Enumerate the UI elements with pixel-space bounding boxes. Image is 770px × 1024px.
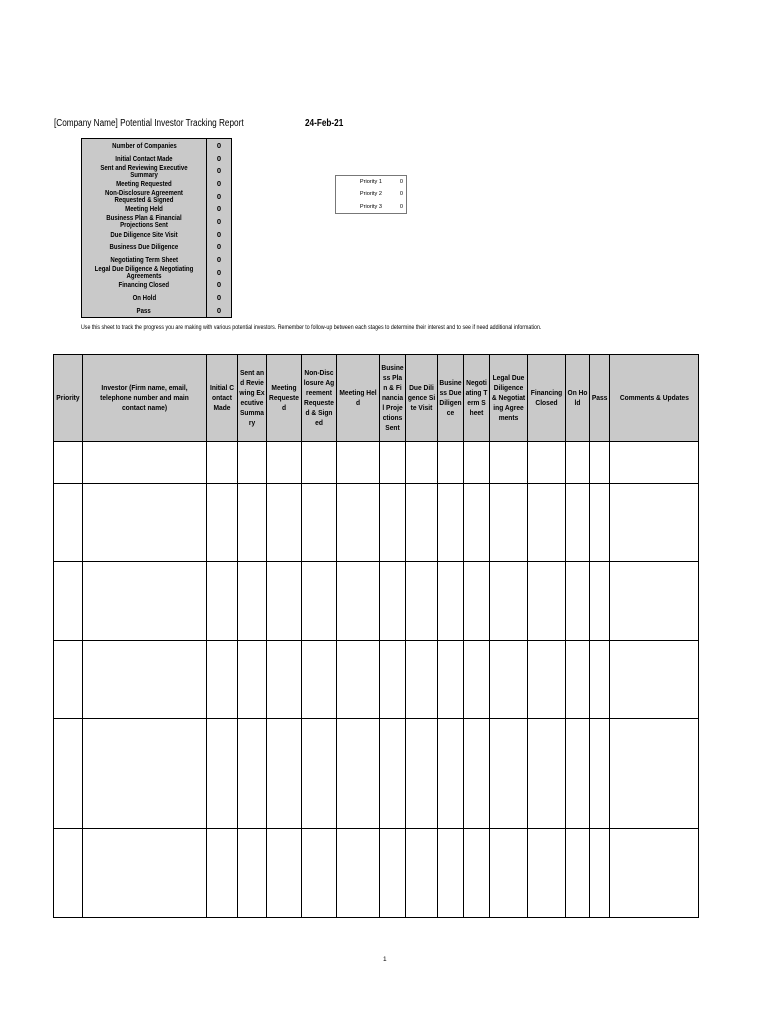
page-number: 1 [383, 956, 387, 963]
table-cell[interactable] [438, 641, 464, 719]
table-cell[interactable] [207, 484, 238, 562]
table-cell[interactable] [302, 641, 337, 719]
table-cell[interactable] [406, 641, 438, 719]
table-cell[interactable] [590, 442, 610, 484]
table-row [54, 562, 699, 641]
table-cell[interactable] [54, 562, 83, 641]
table-cell[interactable] [302, 719, 337, 829]
table-cell[interactable] [464, 562, 490, 641]
table-cell[interactable] [464, 829, 490, 918]
column-header: Investor (Firm name, email, telephone number and main contact name) [83, 355, 207, 442]
table-cell[interactable] [337, 442, 380, 484]
table-cell[interactable] [83, 829, 207, 918]
column-header: Meeting Held [337, 355, 380, 442]
table-cell[interactable] [610, 829, 699, 918]
table-cell[interactable] [267, 562, 302, 641]
column-header: Negotiating Term Sheet [464, 355, 490, 442]
header-row [54, 355, 699, 442]
table-cell[interactable] [528, 562, 566, 641]
priority-value: 0 [399, 203, 403, 210]
table-cell[interactable] [337, 562, 380, 641]
column-header: Initial Contact Made [207, 355, 238, 442]
table-cell[interactable] [302, 829, 337, 918]
table-cell[interactable] [302, 484, 337, 562]
table-cell[interactable] [406, 829, 438, 918]
summary-value: 0 [216, 267, 222, 277]
table-cell[interactable] [590, 829, 610, 918]
column-header: Pass [590, 355, 610, 442]
summary-value: 0 [216, 280, 222, 290]
table-cell[interactable] [438, 562, 464, 641]
summary-row [82, 266, 231, 279]
table-cell[interactable] [438, 484, 464, 562]
table-cell[interactable] [83, 484, 207, 562]
table-cell[interactable] [83, 562, 207, 641]
summary-value: 0 [216, 293, 222, 303]
summary-row [82, 139, 231, 152]
summary-label: Financing Closed [118, 280, 170, 290]
table-cell[interactable] [490, 484, 528, 562]
summary-label: Initial Contact Made [115, 153, 173, 163]
table-cell[interactable] [380, 719, 406, 829]
table-cell[interactable] [238, 829, 267, 918]
summary-row [82, 190, 231, 203]
table-cell[interactable] [438, 442, 464, 484]
summary-row [82, 241, 231, 254]
table-cell[interactable] [566, 641, 590, 719]
table-cell[interactable] [610, 641, 699, 719]
summary-label: Business Plan & Financial Projections Sent [106, 213, 182, 230]
table-cell[interactable] [528, 829, 566, 918]
column-header: Non-Disclosure Agreement Requested & Signed [302, 355, 337, 442]
summary-row [82, 304, 231, 317]
table-cell[interactable] [83, 719, 207, 829]
summary-label: Number of Companies [111, 140, 177, 150]
column-header: Due Diligence Site Visit [406, 355, 438, 442]
summary-value: 0 [216, 178, 222, 188]
table-cell[interactable] [267, 829, 302, 918]
summary-value: 0 [216, 242, 222, 252]
summary-table [81, 138, 232, 318]
table-row [54, 641, 699, 719]
summary-value: 0 [216, 204, 222, 214]
priority-row [336, 188, 406, 200]
table-row [54, 719, 699, 829]
summary-value: 0 [216, 229, 222, 239]
priority-box [335, 175, 407, 214]
summary-row [82, 279, 231, 292]
table-cell[interactable] [337, 484, 380, 562]
table-cell[interactable] [490, 829, 528, 918]
table-cell[interactable] [83, 442, 207, 484]
table-cell[interactable] [528, 641, 566, 719]
table-cell[interactable] [380, 484, 406, 562]
table-cell[interactable] [380, 442, 406, 484]
priority-label: Priority 3 [359, 203, 382, 210]
table-cell[interactable] [54, 484, 83, 562]
table-cell[interactable] [438, 829, 464, 918]
summary-label: Legal Due Diligence & Negotiating Agreements [94, 264, 194, 281]
column-header: On Hold [566, 355, 590, 442]
table-cell[interactable] [590, 641, 610, 719]
table-cell[interactable] [83, 641, 207, 719]
column-header: Meeting Requested [267, 355, 302, 442]
priority-label: Priority 2 [359, 191, 382, 198]
table-cell[interactable] [380, 829, 406, 918]
priority-row [336, 176, 406, 188]
table-cell[interactable] [528, 442, 566, 484]
table-cell[interactable] [590, 719, 610, 829]
table-cell[interactable] [238, 484, 267, 562]
summary-value: 0 [216, 216, 222, 226]
table-cell[interactable] [380, 641, 406, 719]
table-cell[interactable] [267, 484, 302, 562]
table-cell[interactable] [566, 829, 590, 918]
table-cell[interactable] [610, 484, 699, 562]
column-header: Business Due Diligence [438, 355, 464, 442]
table-row [54, 442, 699, 484]
table-cell[interactable] [207, 829, 238, 918]
summary-value: 0 [216, 140, 222, 150]
priority-value: 0 [399, 179, 403, 186]
table-cell[interactable] [464, 719, 490, 829]
table-cell[interactable] [302, 562, 337, 641]
table-cell[interactable] [267, 719, 302, 829]
table-cell[interactable] [490, 442, 528, 484]
table-cell[interactable] [337, 641, 380, 719]
table-cell[interactable] [610, 562, 699, 641]
table-cell[interactable] [566, 442, 590, 484]
table-cell[interactable] [490, 641, 528, 719]
table-cell[interactable] [238, 719, 267, 829]
table-cell[interactable] [238, 641, 267, 719]
summary-label: On Hold [132, 293, 156, 303]
table-cell[interactable] [337, 829, 380, 918]
table-cell[interactable] [438, 719, 464, 829]
priority-label: Priority 1 [359, 179, 382, 186]
table-cell[interactable] [406, 484, 438, 562]
table-cell[interactable] [267, 442, 302, 484]
table-cell[interactable] [337, 719, 380, 829]
table-cell[interactable] [566, 719, 590, 829]
table-cell[interactable] [302, 442, 337, 484]
table-cell[interactable] [207, 442, 238, 484]
report-date: 24-Feb-21 [305, 118, 344, 129]
column-header: Business Plan & Financial Projections Sent [380, 355, 406, 442]
table-cell[interactable] [207, 719, 238, 829]
summary-label: Negotiating Term Sheet [110, 255, 178, 265]
table-row [54, 484, 699, 562]
column-header: Comments & Updates [610, 355, 699, 442]
table-cell[interactable] [406, 719, 438, 829]
summary-value: 0 [216, 153, 222, 163]
table-cell[interactable] [490, 562, 528, 641]
table-cell[interactable] [54, 829, 83, 918]
table-cell[interactable] [238, 442, 267, 484]
summary-row [82, 215, 231, 228]
table-cell[interactable] [464, 641, 490, 719]
table-cell[interactable] [528, 719, 566, 829]
summary-label: Meeting Requested [116, 178, 172, 188]
summary-label: Pass [136, 305, 152, 315]
table-cell[interactable] [590, 484, 610, 562]
investor-tracking-table [53, 354, 699, 918]
table-cell[interactable] [54, 719, 83, 829]
table-cell[interactable] [610, 719, 699, 829]
column-header: Legal Due Diligence & Negotiating Agreements [490, 355, 528, 442]
summary-row [82, 164, 231, 177]
table-cell[interactable] [528, 484, 566, 562]
column-header: Sent and Reviewing Executive Summary [238, 355, 267, 442]
summary-label: Meeting Held [125, 204, 163, 214]
summary-row [82, 291, 231, 304]
table-cell[interactable] [207, 562, 238, 641]
table-cell[interactable] [610, 442, 699, 484]
column-header: Financing Closed [528, 355, 566, 442]
instructions-note: Use this sheet to track the progress you are making with various potential investors. Remember to follow-up between each stages to determine their interest and to see if need additional information. [81, 324, 542, 331]
table-cell[interactable] [267, 641, 302, 719]
report-title: [Company Name] Potential Investor Tracking Report [54, 118, 244, 129]
table-cell[interactable] [54, 641, 83, 719]
table-cell[interactable] [590, 562, 610, 641]
table-cell[interactable] [464, 484, 490, 562]
table-cell[interactable] [54, 442, 83, 484]
summary-value: 0 [216, 191, 222, 201]
table-cell[interactable] [490, 719, 528, 829]
table-cell[interactable] [238, 562, 267, 641]
table-cell[interactable] [406, 442, 438, 484]
table-cell[interactable] [207, 641, 238, 719]
summary-value: 0 [216, 166, 222, 176]
priority-value: 0 [399, 191, 403, 198]
summary-row [82, 228, 231, 241]
priority-row [336, 201, 406, 213]
table-cell[interactable] [380, 562, 406, 641]
table-cell[interactable] [406, 562, 438, 641]
summary-label: Business Due Diligence [109, 242, 179, 252]
summary-label: Sent and Reviewing Executive Summary [100, 162, 188, 179]
column-header: Priority [54, 355, 83, 442]
table-cell[interactable] [464, 442, 490, 484]
table-cell[interactable] [566, 562, 590, 641]
summary-label: Non-Disclosure Agreement Requested & Signed [105, 188, 183, 205]
summary-value: 0 [216, 305, 222, 315]
summary-label: Due Diligence Site Visit [110, 229, 178, 239]
table-row [54, 829, 699, 918]
table-cell[interactable] [566, 484, 590, 562]
summary-value: 0 [216, 255, 222, 265]
